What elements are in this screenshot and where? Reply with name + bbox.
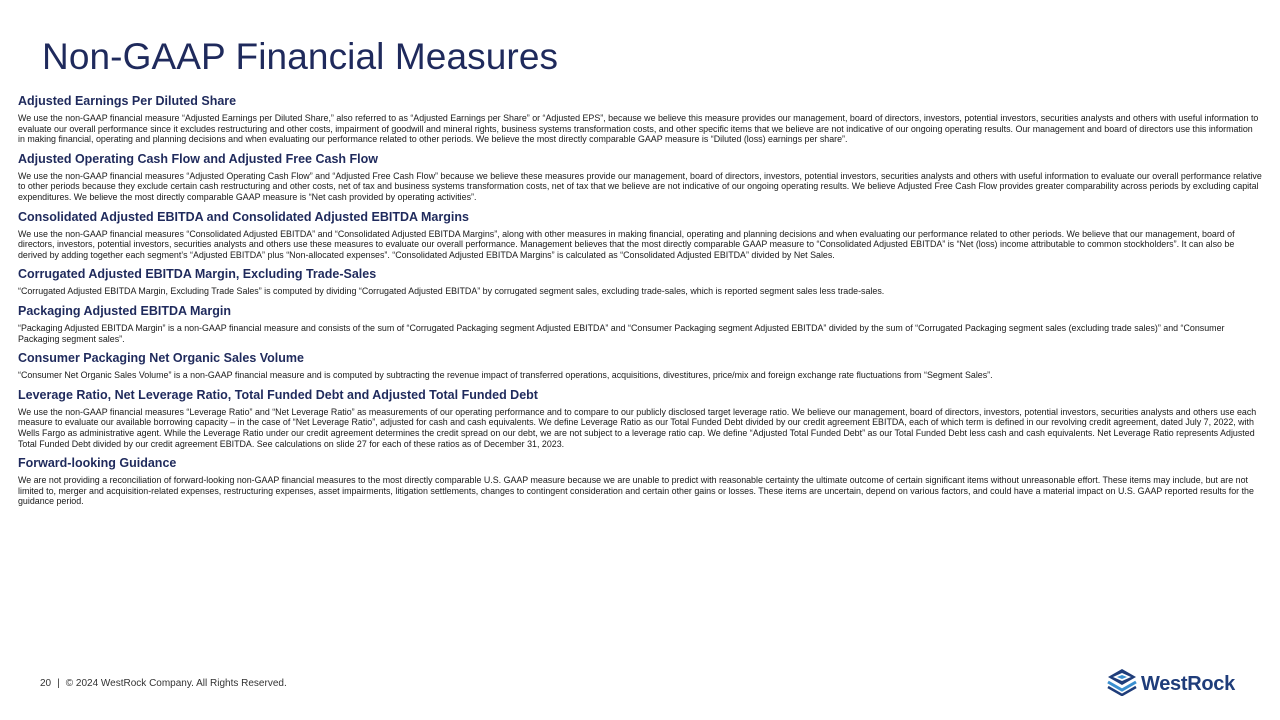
section-heading: Corrugated Adjusted EBITDA Margin, Excluding Trade-Sales bbox=[18, 267, 377, 282]
westrock-logo bbox=[1107, 668, 1235, 701]
section-heading: Consolidated Adjusted EBITDA and Consolidated Adjusted EBITDA Margins bbox=[18, 209, 469, 224]
footer-separator: | bbox=[57, 678, 60, 689]
section-body: “Corrugated Adjusted EBITDA Margin, Excluding Trade Sales” is computed by dividing “Corrugated Adjusted EBITDA” by corrugated segment sales, excluding trade-sales, which is reported segment sales less trade-sales. bbox=[18, 286, 885, 297]
content-body bbox=[18, 94, 1262, 514]
section-body: We use the non-GAAP financial measures “Consolidated Adjusted EBITDA” and “Consolidated Adjusted EBITDA Margins”, along with other measures in making financial, operating and planning decisions and when evaluating our performance related to other periods. We believe that our management, board of directors, investors, potential investors, securities analysts and others use these measures to evaluate our overall performance. Management believes that the most directly comparable GAAP measure to “Consolidated Adjusted EBITDA” is “Net (loss) income attributable to common stockholders”. It can also be derived by adding together each segment’s “Adjusted EBITDA” plus “Non-allocated expenses”. “Consolidated Adjusted EBITDA Margins” is calculated as “Consolidated Adjusted EBITDA” divided by Net Sales. bbox=[18, 228, 1235, 260]
section-body: We use the non-GAAP financial measures “Adjusted Operating Cash Flow” and “Adjusted Free Cash Flow” because we believe these measures provide our management, board of directors, investors, potential investors, securities analysts and others with useful information to evaluate our overall performance relative to other periods because they exclude certain cash restructuring and other costs, net of tax and business systems transformation costs, net of tax that we believe are not indicative of our ongoing operating results. We believe Adjusted Free Cash Flow provides greater comparability across periods by excluding capital expenditures. We believe the most directly comparable GAAP measure is “Net cash provided by operating activities”. bbox=[18, 170, 1262, 202]
section-heading: Adjusted Earnings Per Diluted Share bbox=[18, 94, 237, 108]
section-heading: Consumer Packaging Net Organic Sales Volume bbox=[18, 351, 304, 366]
section-heading: Adjusted Operating Cash Flow and Adjusted Free Cash Flow bbox=[18, 151, 378, 166]
section-adjusted-cash-flow bbox=[18, 152, 1262, 203]
westrock-logo-icon bbox=[1107, 668, 1137, 701]
copyright: © 2024 WestRock Company. All Rights Reserved. bbox=[65, 678, 287, 689]
page-title: Non-GAAP Financial Measures bbox=[42, 36, 559, 77]
section-leverage-ratio bbox=[18, 388, 1262, 449]
section-packaging-ebitda bbox=[18, 304, 1262, 344]
section-heading: Forward-looking Guidance bbox=[18, 456, 177, 471]
section-consumer-packaging-volume bbox=[18, 351, 1262, 381]
section-heading: Packaging Adjusted EBITDA Margin bbox=[18, 303, 231, 318]
section-body: “Consumer Net Organic Sales Volume” is a non-GAAP financial measure and is computed by subtracting the revenue impact of transferred operations, acquisitions, divestitures, price/mix and foreign exchange rate fluctuations from “Segment Sales”. bbox=[18, 370, 993, 381]
section-corrugated-ebitda bbox=[18, 267, 1262, 297]
section-body: We use the non-GAAP financial measures “Leverage Ratio” and “Net Leverage Ratio” as measurements of our operating performance and to compare to our publicly disclosed target leverage ratio. We believe our management, board of directors, investors, potential investors, securities analysts and others use each measure to evaluate our available borrowing capacity – in the case of “Net Leverage Ratio”, adjusted for cash and cash equivalents. We define Leverage Ratio as our Total Funded Debt divided by our credit agreement EBITDA, each of which term is defined in our revolving credit agreement, dated July 7, 2022, with Wells Fargo as administrative agent. While the Leverage Ratio under our credit agreement determines the credit spread on our debt, we are not subject to a leverage ratio cap. We define “Adjusted Total Funded Debt” as our Total Funded Debt less cash and cash equivalents. Net Leverage Ratio represents Adjusted Total Funded Debt divided by our credit agreement EBITDA. See calculations on slide 27 for each of these ratios as of December 31, 2023. bbox=[18, 406, 1257, 449]
section-body: “Packaging Adjusted EBITDA Margin” is a non-GAAP financial measure and consists of the sum of “Corrugated Packaging segment Adjusted EBITDA” and “Consumer Packaging segment Adjusted EBITDA” divided by the sum of “Corrugated Packaging segment sales (excluding trade sales)” and “Consumer Packaging segment sales”. bbox=[18, 322, 1225, 344]
section-adjusted-eps bbox=[18, 94, 1262, 145]
section-body: We use the non-GAAP financial measure “Adjusted Earnings per Diluted Share,” also referred to as “Adjusted Earnings per Share” or “Adjusted EPS”, because we believe this measure provides our management, board of directors, investors, potential investors, securities analysts and others with useful information to evaluate our overall performance since it excludes restructuring and other costs, impairment of goodwill and mineral rights, business systems transformation costs, and other specific items that we believe are not indicative of our ongoing operating results. Our management and board of directors use this information in making financial, operating and planning decisions and when evaluating our performance related to other periods. We believe the most directly comparable GAAP measure is “Diluted (loss) earnings per share”. bbox=[18, 113, 1259, 145]
section-heading: Leverage Ratio, Net Leverage Ratio, Total Funded Debt and Adjusted Total Funded Debt bbox=[18, 387, 538, 402]
section-body: We are not providing a reconciliation of forward-looking non-GAAP financial measures to the most directly comparable U.S. GAAP measure because we are unable to predict with reasonable certainty the ultimate outcome of certain significant items without unreasonable effort. These items may include, but are not limited to, merger and acquisition-related expenses, restructuring expenses, asset impairments, litigation settlements, changes to contingent consideration and certain other gains or losses. These items are uncertain, depend on various factors, and could have a material impact on U.S. GAAP reported results for the guidance period. bbox=[18, 475, 1254, 507]
section-consolidated-ebitda bbox=[18, 210, 1262, 261]
footer bbox=[40, 678, 287, 689]
page-number: 20 bbox=[40, 678, 52, 689]
section-forward-looking-guidance bbox=[18, 456, 1262, 507]
westrock-logo-text: WestRock bbox=[1141, 673, 1235, 695]
